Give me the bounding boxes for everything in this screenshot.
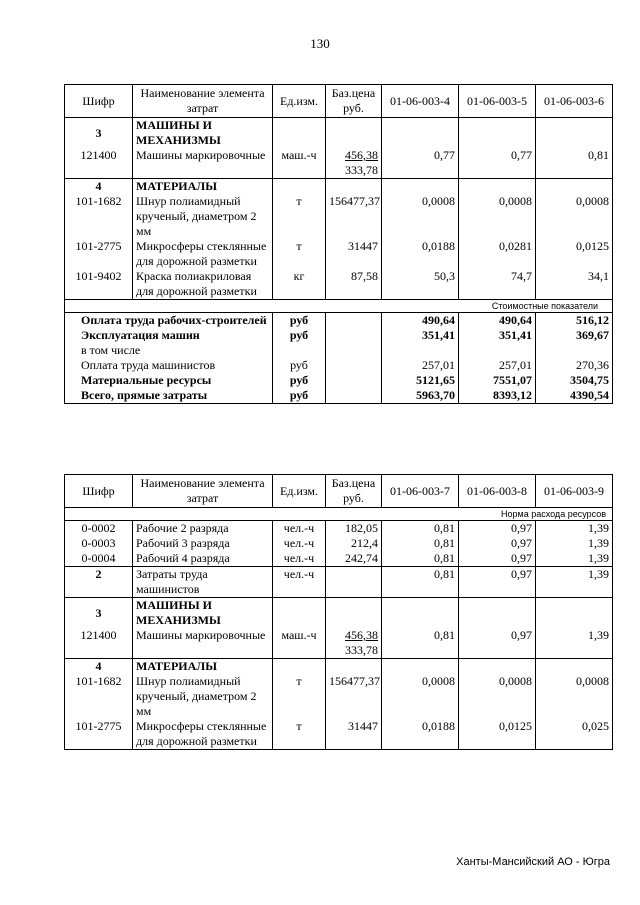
col-norm-2: 01-06-003-5 [459,85,536,118]
code-cell: 0-0004 [65,551,133,567]
summary-value: 8393,12 [459,388,536,404]
price-cell: 212,4 [326,536,382,551]
value-cell: 0,97 [459,521,536,537]
col-name: Наименование элемента затрат [133,475,273,508]
summary-value: 351,41 [459,328,536,343]
code-cell: 2 [65,567,133,598]
unit-cell: маш.-ч [273,628,326,659]
unit-cell: т [273,239,326,269]
code-cell: 121400 [65,628,133,659]
unit-cell: чел.-ч [273,521,326,537]
price-wage: 333,78 [345,643,378,657]
value-cell: 0,97 [459,567,536,598]
section-code: 4 [65,179,133,195]
price-cell: 156477,37 [326,194,382,239]
cost-indicators-label: Стоимостные показатели [65,300,613,313]
summary-name: Эксплуатация машин [65,328,273,343]
unit-cell: чел.-ч [273,567,326,598]
name-cell: Рабочий 3 разряда [133,536,273,551]
value-cell: 0,81 [382,521,459,537]
summary-value: 490,64 [382,313,459,329]
section-code: 4 [65,659,133,675]
table-row [65,628,613,659]
summary-value: 369,67 [536,328,613,343]
col-name: Наименование элемента затрат [133,85,273,118]
summary-row [65,328,613,343]
summary-unit: руб [273,388,326,404]
code-cell: 101-2775 [65,239,133,269]
col-unit: Ед.изм. [273,85,326,118]
table-header [65,475,613,508]
name-cell: Краска полиакриловая для дорожной разметки [133,269,273,300]
unit-cell: маш.-ч [273,148,326,179]
summary-row [65,343,613,358]
value-cell: 0,97 [459,536,536,551]
summary-unit: руб [273,373,326,388]
name-cell: Шнур полиамидный крученый, диаметром 2 мм [133,674,273,719]
section-name: МАТЕРИАЛЫ [133,659,273,675]
value-cell: 1,39 [536,551,613,567]
value-cell: 0,81 [536,148,613,179]
summary-row [65,358,613,373]
summary-value: 257,01 [459,358,536,373]
section-row [65,659,613,675]
price-wage: 333,78 [345,163,378,177]
section-code: 3 [65,118,133,149]
price-cell: 242,74 [326,551,382,567]
value-cell: 0,0125 [459,719,536,750]
col-unit: Ед.изм. [273,475,326,508]
value-cell: 1,39 [536,521,613,537]
unit-cell: т [273,674,326,719]
value-cell: 0,97 [459,551,536,567]
col-code: Шифр [65,85,133,118]
summary-name: Оплата труда рабочих-строителей [65,313,273,329]
col-code: Шифр [65,475,133,508]
col-norm-3: 01-06-003-6 [536,85,613,118]
value-cell: 50,3 [382,269,459,300]
summary-unit: руб [273,313,326,329]
table-row [65,269,613,300]
section-name: МАШИНЫ И МЕХАНИЗМЫ [133,118,273,149]
summary-row [65,388,613,404]
summary-unit: руб [273,358,326,373]
value-cell: 0,0008 [459,674,536,719]
section-code: 3 [65,598,133,629]
value-cell: 0,81 [382,628,459,659]
code-cell: 0-0003 [65,536,133,551]
summary-value: 5963,70 [382,388,459,404]
name-cell: Рабочий 4 разряда [133,551,273,567]
resource-table-1 [64,84,613,404]
unit-cell: чел.-ч [273,551,326,567]
summary-name: в том числе [65,343,273,358]
section-name: МАТЕРИАЛЫ [133,179,273,195]
summary-name: Всего, прямые затраты [65,388,273,404]
code-cell: 101-1682 [65,194,133,239]
value-cell: 0,81 [382,551,459,567]
unit-cell: т [273,194,326,239]
name-cell: Микросферы стеклянные для дорожной разметки [133,719,273,750]
value-cell: 0,81 [382,536,459,551]
code-cell: 101-9402 [65,269,133,300]
table-row [65,567,613,598]
name-cell: Затраты труда машинистов [133,567,273,598]
summary-value: 4390,54 [536,388,613,404]
value-cell: 0,0008 [382,674,459,719]
resource-table-2 [64,474,613,750]
value-cell: 0,77 [459,148,536,179]
cost-indicators-row [65,300,613,313]
summary-value: 351,41 [382,328,459,343]
summary-value: 516,12 [536,313,613,329]
summary-row [65,373,613,388]
name-cell: Рабочие 2 разряда [133,521,273,537]
section-name: МАШИНЫ И МЕХАНИЗМЫ [133,598,273,629]
col-price: Баз.цена руб. [326,85,382,118]
section-row [65,118,613,149]
summary-value: 270,36 [536,358,613,373]
price-cell: 156477,37 [326,674,382,719]
table-row [65,674,613,719]
col-norm-3: 01-06-003-9 [536,475,613,508]
summary-value: 490,64 [459,313,536,329]
value-cell: 0,0188 [382,239,459,269]
value-cell: 0,0281 [459,239,536,269]
price-cell: 87,58 [326,269,382,300]
unit-cell: т [273,719,326,750]
value-cell: 0,0008 [536,674,613,719]
value-cell: 0,025 [536,719,613,750]
name-cell: Машины маркировочные [133,148,273,179]
price-base: 456,38 [345,628,378,642]
code-cell: 101-1682 [65,674,133,719]
col-norm-1: 01-06-003-7 [382,475,459,508]
value-cell: 0,0125 [536,239,613,269]
summary-value: 257,01 [382,358,459,373]
norm-label: Норма расхода ресурсов [65,508,613,521]
table-row [65,521,613,537]
region-footer: Ханты-Мансийский АО - Югра [456,856,610,868]
col-norm-1: 01-06-003-4 [382,85,459,118]
value-cell: 0,0008 [382,194,459,239]
value-cell: 1,39 [536,536,613,551]
price-base: 456,38 [345,148,378,162]
value-cell: 0,0008 [536,194,613,239]
table-row [65,536,613,551]
col-norm-2: 01-06-003-8 [459,475,536,508]
value-cell: 0,0008 [459,194,536,239]
price-cell: 31447 [326,239,382,269]
code-cell: 121400 [65,148,133,179]
section-row [65,179,613,195]
value-cell: 0,97 [459,628,536,659]
table-row [65,551,613,567]
table-row [65,239,613,269]
name-cell: Микросферы стеклянные для дорожной разметки [133,239,273,269]
value-cell: 1,39 [536,567,613,598]
table-header [65,85,613,118]
table-row [65,719,613,750]
name-cell: Шнур полиамидный крученый, диаметром 2 мм [133,194,273,239]
code-cell: 101-2775 [65,719,133,750]
summary-value: 3504,75 [536,373,613,388]
summary-unit: руб [273,328,326,343]
summary-value: 5121,65 [382,373,459,388]
price-cell: 182,05 [326,521,382,537]
price-cell: 31447 [326,719,382,750]
unit-cell: чел.-ч [273,536,326,551]
price-cell [326,628,382,659]
summary-name: Оплата труда машинистов [65,358,273,373]
norm-label-row [65,508,613,521]
name-cell: Машины маркировочные [133,628,273,659]
section-row [65,598,613,629]
value-cell: 74,7 [459,269,536,300]
value-cell: 0,81 [382,567,459,598]
summary-value: 7551,07 [459,373,536,388]
value-cell: 34,1 [536,269,613,300]
table-row [65,148,613,179]
summary-row [65,313,613,329]
value-cell: 0,0188 [382,719,459,750]
col-price: Баз.цена руб. [326,475,382,508]
value-cell: 0,77 [382,148,459,179]
price-cell [326,148,382,179]
code-cell: 0-0002 [65,521,133,537]
value-cell: 1,39 [536,628,613,659]
unit-cell: кг [273,269,326,300]
page-number: 130 [310,36,330,51]
table-row [65,194,613,239]
summary-name: Материальные ресурсы [65,373,273,388]
